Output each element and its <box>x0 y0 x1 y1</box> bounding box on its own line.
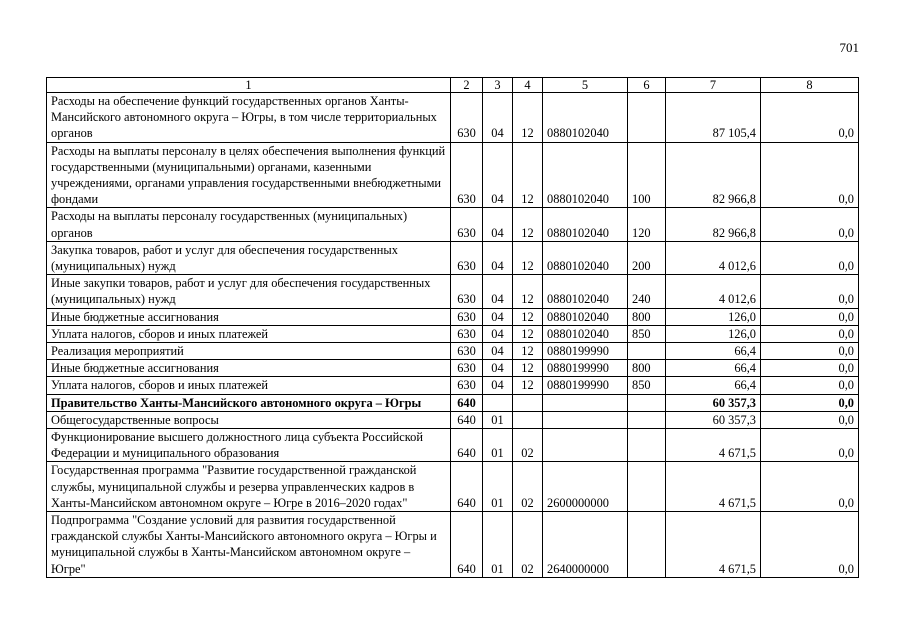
subsection-code-cell: 12 <box>513 377 543 394</box>
row-name-cell: Уплата налогов, сборов и иных платежей <box>47 377 451 394</box>
subsection-code-cell: 12 <box>513 308 543 325</box>
target-article-cell: 0880199990 <box>543 360 628 377</box>
subsection-code-cell: 12 <box>513 343 543 360</box>
subsection-code-cell: 02 <box>513 462 543 512</box>
table-row <box>47 377 859 394</box>
ministry-code-cell: 630 <box>451 377 483 394</box>
subsection-code-cell <box>513 394 543 411</box>
amount-cell-8: 0,0 <box>761 241 859 274</box>
subsection-code-cell: 12 <box>513 241 543 274</box>
ministry-code-cell: 630 <box>451 325 483 342</box>
table-row <box>47 93 859 143</box>
column-header: 6 <box>628 78 666 93</box>
section-code-cell: 04 <box>483 275 513 308</box>
amount-cell: 126,0 <box>666 325 761 342</box>
amount-cell-8: 0,0 <box>761 462 859 512</box>
target-article-cell <box>543 394 628 411</box>
amount-cell-8: 0,0 <box>761 394 859 411</box>
target-article-cell: 2640000000 <box>543 512 628 578</box>
expense-type-cell <box>628 394 666 411</box>
expense-type-cell: 100 <box>628 142 666 208</box>
target-article-cell: 0880102040 <box>543 241 628 274</box>
row-name-cell: Расходы на выплаты персоналу государственных (муниципальных) органов <box>47 208 451 241</box>
table-row <box>47 275 859 308</box>
table-row <box>47 308 859 325</box>
table-row <box>47 325 859 342</box>
row-name-cell: Реализация мероприятий <box>47 343 451 360</box>
ministry-code-cell: 640 <box>451 512 483 578</box>
section-code-cell: 04 <box>483 325 513 342</box>
amount-cell-8: 0,0 <box>761 377 859 394</box>
amount-cell-8: 0,0 <box>761 343 859 360</box>
amount-cell: 4 012,6 <box>666 275 761 308</box>
expense-type-cell: 800 <box>628 308 666 325</box>
expense-type-cell <box>628 411 666 428</box>
section-code-cell: 01 <box>483 512 513 578</box>
amount-cell-8: 0,0 <box>761 308 859 325</box>
ministry-code-cell: 630 <box>451 275 483 308</box>
amount-cell: 4 671,5 <box>666 462 761 512</box>
amount-cell-8: 0,0 <box>761 429 859 462</box>
section-code-cell: 04 <box>483 142 513 208</box>
expense-type-cell: 850 <box>628 325 666 342</box>
ministry-code-cell: 630 <box>451 360 483 377</box>
subsection-code-cell: 02 <box>513 429 543 462</box>
amount-cell: 66,4 <box>666 377 761 394</box>
section-code-cell: 04 <box>483 241 513 274</box>
section-code-cell: 04 <box>483 343 513 360</box>
expense-type-cell <box>628 512 666 578</box>
target-article-cell <box>543 411 628 428</box>
row-name-cell: Государственная программа "Развитие государственной гражданской службы, муниципальной службы и резерва управленческих кадров в Ханты-Мансийском автономном округе – Югре в 2016–2020 годах" <box>47 462 451 512</box>
section-code-cell: 04 <box>483 308 513 325</box>
target-article-cell: 0880102040 <box>543 208 628 241</box>
amount-cell-8: 0,0 <box>761 275 859 308</box>
ministry-code-cell: 630 <box>451 308 483 325</box>
target-article-cell: 2600000000 <box>543 462 628 512</box>
amount-cell-8: 0,0 <box>761 411 859 428</box>
column-header: 4 <box>513 78 543 93</box>
table-row <box>47 343 859 360</box>
row-name-cell: Иные закупки товаров, работ и услуг для обеспечения государственных (муниципальных) нужд <box>47 275 451 308</box>
table-row <box>47 142 859 208</box>
subsection-code-cell: 12 <box>513 275 543 308</box>
table-row <box>47 462 859 512</box>
row-name-cell: Функционирование высшего должностного лица субъекта Российской Федерации и муниципального образования <box>47 429 451 462</box>
amount-cell: 60 357,3 <box>666 411 761 428</box>
subsection-code-cell: 02 <box>513 512 543 578</box>
target-article-cell: 0880199990 <box>543 343 628 360</box>
amount-cell: 126,0 <box>666 308 761 325</box>
column-header: 5 <box>543 78 628 93</box>
column-header: 8 <box>761 78 859 93</box>
amount-cell: 87 105,4 <box>666 93 761 143</box>
ministry-code-cell: 630 <box>451 208 483 241</box>
column-header: 7 <box>666 78 761 93</box>
section-code-cell: 04 <box>483 208 513 241</box>
table-row <box>47 394 859 411</box>
expense-type-cell: 120 <box>628 208 666 241</box>
row-name-cell: Подпрограмма "Создание условий для развития государственной гражданской службы Ханты-Мансийского автономного округа – Югры и муниципальной службы в Ханты-Мансийском автономном округе – Югре" <box>47 512 451 578</box>
amount-cell: 60 357,3 <box>666 394 761 411</box>
budget-table <box>46 77 859 578</box>
ministry-code-cell: 640 <box>451 429 483 462</box>
expense-type-cell: 800 <box>628 360 666 377</box>
target-article-cell <box>543 429 628 462</box>
target-article-cell: 0880102040 <box>543 308 628 325</box>
ministry-code-cell: 640 <box>451 462 483 512</box>
table-row <box>47 208 859 241</box>
target-article-cell: 0880199990 <box>543 377 628 394</box>
subsection-code-cell: 12 <box>513 208 543 241</box>
table-row <box>47 241 859 274</box>
page-number: 701 <box>839 40 859 55</box>
amount-cell: 82 966,8 <box>666 208 761 241</box>
table-row <box>47 360 859 377</box>
amount-cell: 66,4 <box>666 360 761 377</box>
row-name-cell: Закупка товаров, работ и услуг для обеспечения государственных (муниципальных) нужд <box>47 241 451 274</box>
table-header-row <box>47 78 859 93</box>
amount-cell-8: 0,0 <box>761 512 859 578</box>
row-name-cell: Иные бюджетные ассигнования <box>47 360 451 377</box>
row-name-cell: Правительство Ханты-Мансийского автономного округа – Югры <box>47 394 451 411</box>
amount-cell: 4 012,6 <box>666 241 761 274</box>
row-name-cell: Иные бюджетные ассигнования <box>47 308 451 325</box>
subsection-code-cell: 12 <box>513 325 543 342</box>
expense-type-cell: 240 <box>628 275 666 308</box>
amount-cell: 66,4 <box>666 343 761 360</box>
expense-type-cell <box>628 343 666 360</box>
column-header: 1 <box>47 78 451 93</box>
section-code-cell: 04 <box>483 93 513 143</box>
column-header: 3 <box>483 78 513 93</box>
target-article-cell: 0880102040 <box>543 275 628 308</box>
section-code-cell: 04 <box>483 377 513 394</box>
amount-cell-8: 0,0 <box>761 142 859 208</box>
expense-type-cell <box>628 462 666 512</box>
amount-cell: 4 671,5 <box>666 512 761 578</box>
expense-type-cell: 200 <box>628 241 666 274</box>
ministry-code-cell: 640 <box>451 411 483 428</box>
ministry-code-cell: 630 <box>451 142 483 208</box>
row-name-cell: Уплата налогов, сборов и иных платежей <box>47 325 451 342</box>
amount-cell-8: 0,0 <box>761 325 859 342</box>
section-code-cell <box>483 394 513 411</box>
amount-cell-8: 0,0 <box>761 208 859 241</box>
subsection-code-cell: 12 <box>513 360 543 377</box>
expense-type-cell <box>628 93 666 143</box>
section-code-cell: 04 <box>483 360 513 377</box>
subsection-code-cell <box>513 411 543 428</box>
target-article-cell: 0880102040 <box>543 142 628 208</box>
section-code-cell: 01 <box>483 411 513 428</box>
column-header: 2 <box>451 78 483 93</box>
ministry-code-cell: 630 <box>451 93 483 143</box>
expense-type-cell: 850 <box>628 377 666 394</box>
amount-cell-8: 0,0 <box>761 360 859 377</box>
ministry-code-cell: 630 <box>451 241 483 274</box>
row-name-cell: Расходы на обеспечение функций государственных органов Ханты-Мансийского автономного округа – Югры, в том числе территориальных органов <box>47 93 451 143</box>
amount-cell: 4 671,5 <box>666 429 761 462</box>
expense-type-cell <box>628 429 666 462</box>
subsection-code-cell: 12 <box>513 93 543 143</box>
subsection-code-cell: 12 <box>513 142 543 208</box>
amount-cell: 82 966,8 <box>666 142 761 208</box>
row-name-cell: Общегосударственные вопросы <box>47 411 451 428</box>
target-article-cell: 0880102040 <box>543 325 628 342</box>
ministry-code-cell: 640 <box>451 394 483 411</box>
amount-cell-8: 0,0 <box>761 93 859 143</box>
row-name-cell: Расходы на выплаты персоналу в целях обеспечения выполнения функций государственными (муниципальными) органами, казенными учреждениями, органами управления государственными внебюджетными фондами <box>47 142 451 208</box>
table-row <box>47 429 859 462</box>
table-row <box>47 512 859 578</box>
section-code-cell: 01 <box>483 429 513 462</box>
section-code-cell: 01 <box>483 462 513 512</box>
table-row <box>47 411 859 428</box>
target-article-cell: 0880102040 <box>543 93 628 143</box>
ministry-code-cell: 630 <box>451 343 483 360</box>
